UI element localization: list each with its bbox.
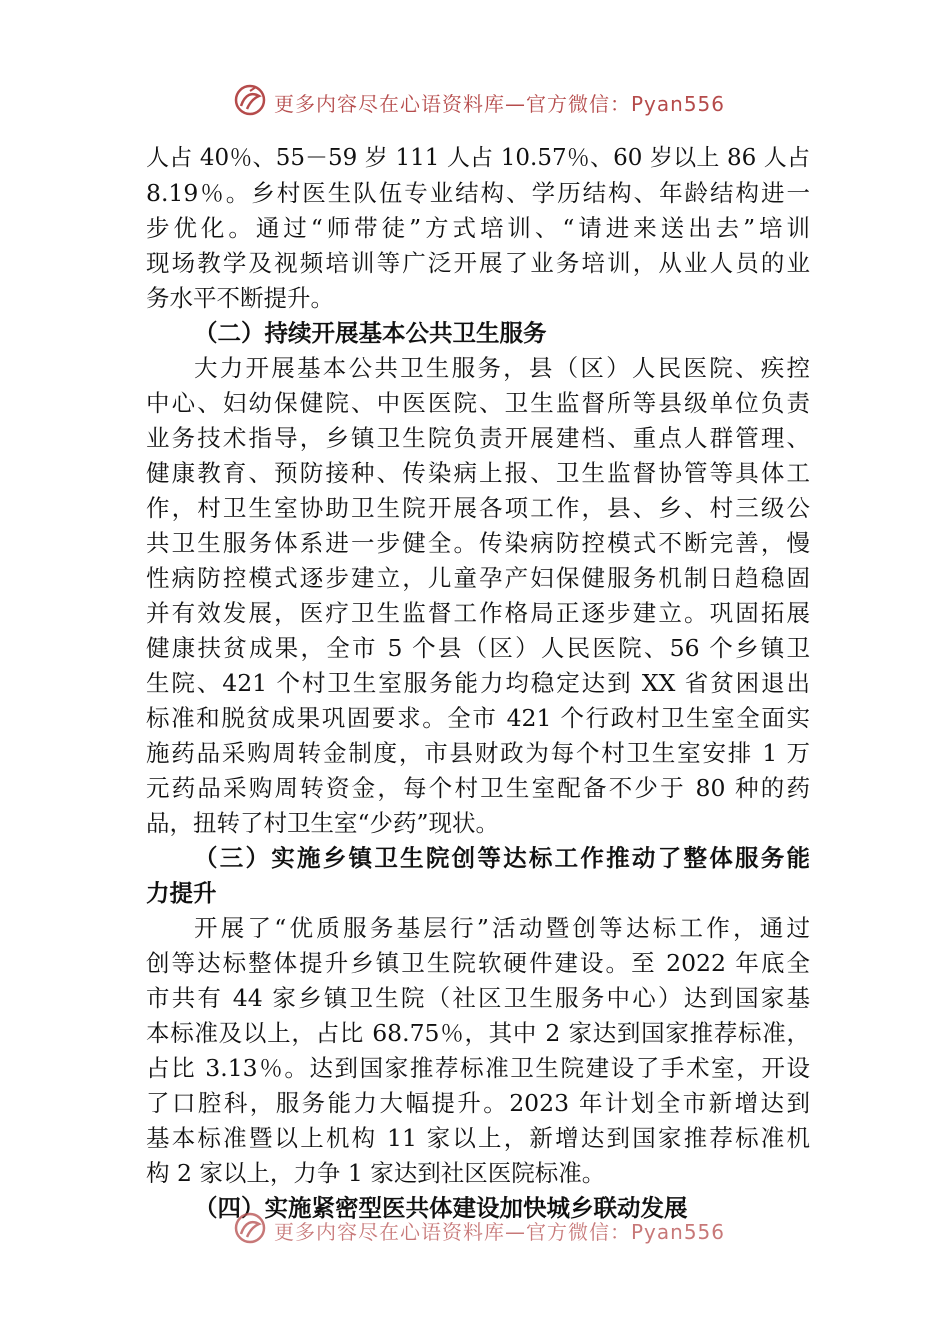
text-line: 现场教学及视频培训等广泛开展了业务培训，从业人员的业 [146, 249, 810, 277]
watermark-logo-icon [232, 82, 268, 118]
text-line: 基本标准暨以上机构 11 家以上，新增达到国家推荐标准机 [146, 1124, 810, 1152]
watermark-bottom [0, 1208, 950, 1248]
text-line: 健康扶贫成果，全市 5 个县（区）人民医院、56 个乡镇卫 [146, 634, 810, 662]
text-line: 本标准及以上，占比 68.75％，其中 2 家达到国家推荐标准， [146, 1019, 810, 1047]
text-line: 步优化。通过“师带徒”方式培训、“请进来送出去”培训 [146, 214, 810, 242]
text-line: 市共有 44 家乡镇卫生院（社区卫生服务中心）达到国家基 [146, 984, 810, 1012]
text-line: 健康教育、预防接种、传染病上报、卫生监督协管等具体工 [146, 459, 810, 487]
text-line: 业务技术指导，乡镇卫生院负责开展建档、重点人群管理、 [146, 424, 810, 452]
text-line: 创等达标整体提升乡镇卫生院软硬件建设。至 2022 年底全 [146, 949, 810, 977]
text-line: 作，村卫生室协助卫生院开展各项工作，县、乡、村三级公 [146, 494, 810, 522]
text-line: 了口腔科，服务能力大幅提升。2023 年计划全市新增达到 [146, 1089, 810, 1117]
section-heading: （四）实施紧密型医共体建设加快城乡联动发展 [194, 1194, 688, 1222]
text-line: 占比 3.13％。达到国家推荐标准卫生院建设了手术室，开设 [146, 1054, 810, 1082]
text-line: 中心、妇幼保健院、中医医院、卫生监督所等县级单位负责 [146, 389, 810, 417]
text-line: 标准和脱贫成果巩固要求。全市 421 个行政村卫生室全面实 [146, 704, 810, 732]
text-line: 元药品采购周转资金，每个村卫生室配备不少于 80 种的药 [146, 774, 810, 802]
text-line: 生院、421 个村卫生室服务能力均稳定达到 XX 省贫困退出 [146, 669, 810, 697]
watermark-text: 更多内容尽在心语资料库—官方微信：Pyan556 [274, 92, 726, 116]
text-line: 大力开展基本公共卫生服务，县（区）人民医院、疾控 [194, 354, 810, 382]
text-line: 务水平不断提升。 [146, 284, 334, 312]
text-line: 人占 40％、55－59 岁 111 人占 10.57％、60 岁以上 86 人占 [146, 145, 810, 171]
text-line: 性病防控模式逐步建立，儿童孕产妇保健服务机制日趋稳固 [146, 564, 810, 592]
watermark-top [0, 80, 950, 120]
text-line: 品，扭转了村卫生室“少药”现状。 [146, 809, 500, 837]
text-line: 共卫生服务体系进一步健全。传染病防控模式不断完善，慢 [146, 529, 810, 557]
text-line: 构 2 家以上，力争 1 家达到社区医院标准。 [146, 1159, 606, 1187]
section-heading: （三）实施乡镇卫生院创等达标工作推动了整体服务能 [194, 844, 810, 872]
section-heading: 力提升 [146, 879, 217, 907]
text-line: 开展了“优质服务基层行”活动暨创等达标工作，通过 [194, 914, 810, 942]
section-heading: （二）持续开展基本公共卫生服务 [194, 319, 547, 347]
watermark-text: 更多内容尽在心语资料库—官方微信：Pyan556 [274, 1220, 726, 1244]
text-line: 施药品采购周转金制度，市县财政为每个村卫生室安排 1 万 [146, 739, 810, 767]
watermark-logo-icon [232, 1210, 268, 1246]
text-line: 8.19％。乡村医生队伍专业结构、学历结构、年龄结构进一 [146, 179, 810, 207]
text-line: 并有效发展，医疗卫生监督工作格局正逐步建立。巩固拓展 [146, 599, 810, 627]
